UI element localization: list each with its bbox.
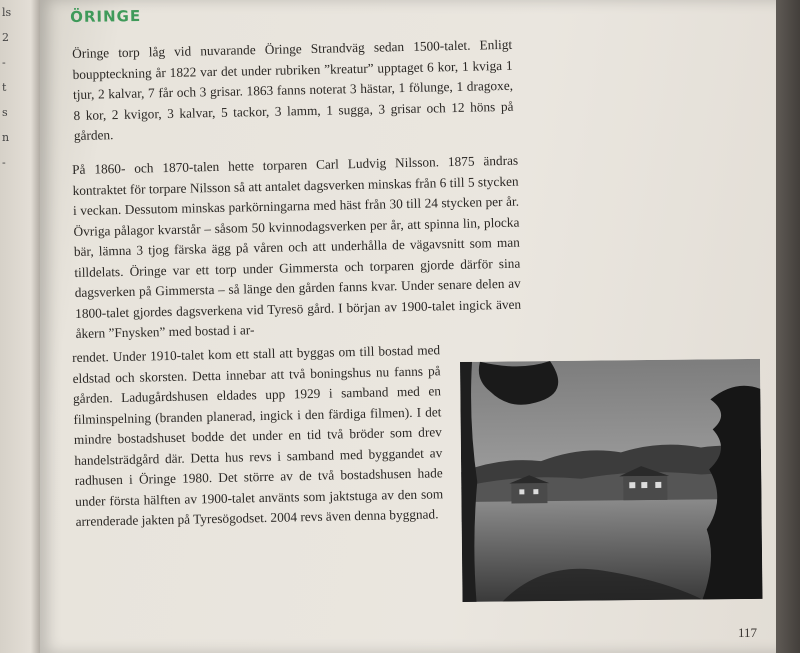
previous-page-fragments — [2, 0, 22, 169]
paragraph-livestock: Öringe torp låg vid nuvarande Öringe Strandväg sedan 1500-talet. Enligt bouppteckning år 1822 var det under rubriken ”kreatur” upptaget 6 kor, 1 kviga 1 tjur, 2 kalvar, 7 får och 3 grisar. 1863 fanns noterat 3 hästar, 1 fölunge, 1 dragoxe, 8 kor, 2 kvigor, 3 kalvar, 5 tackor, 3 lamm, 1 sugga, 3 grisar och 12 höns på gården. — [72, 36, 514, 143]
prev-fragment: s — [2, 106, 8, 119]
page-number: 117 — [738, 625, 758, 640]
paragraph-tenant-history: På 1860- och 1870-talen hette torparen Carl Ludvig Nilsson. 1875 ändras kontraktet för torpare Nilsson så att antalet dagsverken minskas från 6 till 5 stycken i veckan. Dessutom minskas parkörningarna med häst från 30 till 24 stycken per år. Övriga pålagor kvarstår – såsom 50 kvinnodagsverken per år, att spinna lin, plocka bär, lämna 3 tjog färska ägg på våren och att underhålla de vägavsnitt som man tilldelats. Öringe var ett torp under Gimmersta och torparen gjorde därför sina dagsverken på Gimmersta – så länge den gården fanns kvar. Under senare delen av 1800-talet gjordes dagsverkena vid Tyresö gård. I början av 1900-talet ingick även åkern ”Fnysken” med bostad i ar- — [72, 152, 522, 341]
prev-fragment: n — [2, 131, 10, 144]
prev-fragment: - — [2, 156, 6, 169]
page-edge-shadow — [776, 0, 800, 653]
prev-fragment: 2 — [2, 31, 9, 44]
paragraph-buildings: rendet. Under 1910-talet kom ett stall att byggas om till bostad med eldstad och skorsten. Detta innebar att två boningshus nu fanns på gården. Ladugårdshusen eldades upp 1929 i samband med en filminspelning (branden planerad, ingick i den färdiga filmen). I det mindre bostadshuset bodde det under en tid två bröder som drev handelsträdgård där. Detta hus revs i samband med byggandet av radhusen i Öringe 1980. Det större av de två bostadshusen hade under första hälften av 1900-talet använts som jaktstuga av den som arrenderade jakten på Tyresögodset. 2004 revs även denna byggnad. — [72, 342, 444, 529]
section-heading: ÖRINGE — [70, 7, 142, 26]
farm-photograph — [460, 359, 762, 602]
prev-fragment: ls — [2, 6, 12, 19]
previous-page-edge — [0, 0, 44, 653]
prev-fragment: - — [2, 56, 6, 69]
prev-fragment: t — [2, 81, 7, 94]
farm-photo-image — [460, 359, 762, 602]
